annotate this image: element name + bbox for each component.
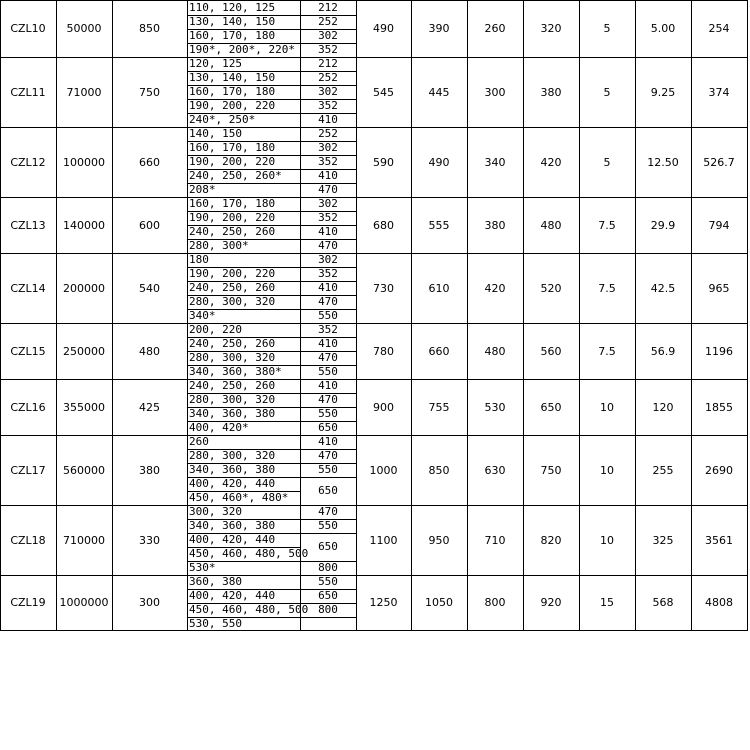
shaft-diameter-entry: 240*, 250* xyxy=(189,113,256,126)
shaft-length-entry: 410 xyxy=(318,225,338,238)
cell-c5: 10 xyxy=(600,533,614,547)
shaft-diameter-entry: 240, 250, 260 xyxy=(189,337,276,350)
shaft-diameter-entry: 450, 460*, 480* xyxy=(189,491,289,504)
cell-c6: 255 xyxy=(652,463,674,477)
cell-c2: 660 xyxy=(428,344,450,358)
shaft-length-entry: 302 xyxy=(318,29,338,42)
shaft-length-entry: 650 xyxy=(318,589,338,602)
cell-c6: 9.25 xyxy=(650,85,676,99)
shaft-length-entry: 302 xyxy=(318,253,338,266)
shaft-diameter-entry: 360, 380 xyxy=(189,575,242,588)
cell-torque: 560000 xyxy=(63,463,105,477)
shaft-diameter-entry: 400, 420, 440 xyxy=(189,533,276,546)
cell-speed: 330 xyxy=(139,533,160,547)
cell-c3: 260 xyxy=(484,22,506,35)
shaft-diameter-entry: 340, 360, 380* xyxy=(189,365,282,378)
shaft-length-entry: 302 xyxy=(318,197,338,210)
cell-c1: 900 xyxy=(373,400,394,414)
cell-speed: 425 xyxy=(139,400,160,414)
shaft-length-entry: 650 xyxy=(318,484,338,497)
shaft-diameter-entry: 400, 420, 440 xyxy=(189,477,276,490)
cell-model: CZL12 xyxy=(10,155,46,169)
shaft-length-entry: 352 xyxy=(318,155,338,168)
cell-speed: 380 xyxy=(139,463,160,477)
cell-c7: 794 xyxy=(708,218,730,232)
shaft-length-entry: 410 xyxy=(318,281,338,294)
shaft-diameter-entry: 240, 250, 260 xyxy=(189,379,276,392)
cell-c5: 15 xyxy=(600,596,614,609)
cell-torque: 250000 xyxy=(63,344,105,358)
shaft-diameter-entry: 140, 150 xyxy=(189,127,242,140)
shaft-diameter-entry: 340, 360, 380 xyxy=(189,463,276,476)
cell-c3: 420 xyxy=(484,281,506,295)
cell-speed: 750 xyxy=(139,85,160,99)
shaft-length-entry: 470 xyxy=(318,239,338,252)
cell-model: CZL11 xyxy=(10,85,46,99)
cell-c5: 7.5 xyxy=(598,218,616,232)
shaft-diameter-entry: 160, 170, 180 xyxy=(189,197,276,210)
cell-c2: 555 xyxy=(428,218,450,232)
cell-c4: 560 xyxy=(540,344,562,358)
shaft-length-entry: 550 xyxy=(318,309,338,322)
shaft-diameter-entry: 530* xyxy=(189,561,216,574)
cell-c1: 730 xyxy=(373,281,394,295)
cell-torque: 140000 xyxy=(63,218,105,232)
cell-c2: 950 xyxy=(428,533,450,547)
shaft-length-entry: 470 xyxy=(318,449,338,462)
cell-c3: 800 xyxy=(484,596,506,609)
cell-c4: 520 xyxy=(540,281,562,295)
cell-c5: 10 xyxy=(600,400,614,414)
shaft-diameter-entry: 110, 120, 125 xyxy=(189,0,276,14)
cell-model: CZL19 xyxy=(10,596,46,609)
cell-c1: 680 xyxy=(373,218,394,232)
shaft-length-entry: 550 xyxy=(318,365,338,378)
shaft-diameter-entry: 180 xyxy=(189,253,209,266)
cell-torque: 1000000 xyxy=(59,596,109,609)
shaft-length-entry: 550 xyxy=(318,575,338,588)
cell-c4: 820 xyxy=(540,533,562,547)
cell-speed: 300 xyxy=(139,596,160,609)
cell-c3: 530 xyxy=(484,400,506,414)
shaft-diameter-entry: 340* xyxy=(189,309,216,322)
shaft-length-entry: 352 xyxy=(318,267,338,280)
cell-model: CZL18 xyxy=(10,533,46,547)
shaft-diameter-entry: 200, 220 xyxy=(189,323,242,336)
shaft-diameter-entry: 280, 300, 320 xyxy=(189,449,276,462)
cell-c3: 480 xyxy=(484,344,506,358)
cell-c7: 374 xyxy=(708,85,730,99)
shaft-diameter-entry: 190*, 200*, 220* xyxy=(189,43,295,56)
shaft-diameter-entry: 260 xyxy=(189,435,209,448)
grid-line-horizontal xyxy=(0,630,748,631)
shaft-diameter-entry: 190, 200, 220 xyxy=(189,211,276,224)
cell-c1: 490 xyxy=(373,22,394,35)
shaft-length-entry: 352 xyxy=(318,211,338,224)
shaft-diameter-entry: 130, 140, 150 xyxy=(189,15,276,28)
cell-c3: 340 xyxy=(484,155,506,169)
cell-c7: 965 xyxy=(708,281,730,295)
shaft-length-entry: 800 xyxy=(318,561,338,574)
grid-line-vertical xyxy=(187,0,188,631)
cell-c2: 1050 xyxy=(425,596,453,609)
cell-model: CZL14 xyxy=(10,281,46,295)
cell-c2: 850 xyxy=(428,463,450,477)
cell-c4: 650 xyxy=(540,400,562,414)
cell-torque: 100000 xyxy=(63,155,105,169)
cell-c1: 1250 xyxy=(369,596,398,609)
cell-model: CZL17 xyxy=(10,463,46,477)
shaft-length-entry: 470 xyxy=(318,183,338,196)
shaft-length-entry: 470 xyxy=(318,393,338,406)
shaft-diameter-entry: 280, 300* xyxy=(189,239,249,252)
shaft-diameter-entry: 208* xyxy=(189,183,216,196)
shaft-diameter-entry: 190, 200, 220 xyxy=(189,155,276,168)
cell-speed: 480 xyxy=(139,344,160,358)
cell-torque: 71000 xyxy=(66,85,102,99)
cell-c7: 254 xyxy=(708,22,730,35)
sub-divider xyxy=(300,617,356,618)
shaft-length-entry: 410 xyxy=(318,435,338,448)
shaft-diameter-entry: 280, 300, 320 xyxy=(189,393,276,406)
cell-model: CZL15 xyxy=(10,344,46,358)
shaft-length-entry: 410 xyxy=(318,113,338,126)
shaft-length-entry: 550 xyxy=(318,519,338,532)
cell-c6: 325 xyxy=(652,533,674,547)
cell-c4: 920 xyxy=(540,596,562,609)
cell-c2: 445 xyxy=(428,85,450,99)
shaft-diameter-entry: 240, 250, 260 xyxy=(189,281,276,294)
cell-c4: 420 xyxy=(540,155,562,169)
cell-c7: 3561 xyxy=(705,533,733,547)
shaft-length-entry: 352 xyxy=(318,99,338,112)
cell-c1: 590 xyxy=(373,155,394,169)
cell-c6: 56.9 xyxy=(650,344,676,358)
shaft-length-entry: 212 xyxy=(318,0,338,14)
cell-c5: 5 xyxy=(603,155,611,169)
cell-c7: 1196 xyxy=(705,344,733,358)
shaft-length-entry: 470 xyxy=(318,295,338,308)
cell-c7: 526.7 xyxy=(703,155,735,169)
cell-c5: 5 xyxy=(603,22,611,35)
cell-c7: 4808 xyxy=(705,596,733,609)
shaft-diameter-entry: 400, 420, 440 xyxy=(189,589,276,602)
shaft-length-entry: 252 xyxy=(318,71,338,84)
shaft-length-entry: 410 xyxy=(318,337,338,350)
shaft-diameter-entry: 190, 200, 220 xyxy=(189,267,276,280)
cell-model: CZL10 xyxy=(10,22,46,35)
cell-c6: 42.5 xyxy=(650,281,676,295)
shaft-length-entry: 212 xyxy=(318,57,338,70)
cell-torque: 200000 xyxy=(63,281,105,295)
shaft-length-entry: 550 xyxy=(318,463,338,476)
cell-c4: 380 xyxy=(540,85,562,99)
cell-c2: 390 xyxy=(428,22,450,35)
cell-model: CZL13 xyxy=(10,218,46,232)
shaft-length-entry: 650 xyxy=(318,540,338,553)
cell-torque: 710000 xyxy=(63,533,105,547)
shaft-length-entry: 410 xyxy=(318,169,338,182)
shaft-length-entry: 470 xyxy=(318,505,338,518)
cell-c7: 2690 xyxy=(705,463,733,477)
shaft-diameter-entry: 160, 170, 180 xyxy=(189,85,276,98)
shaft-diameter-entry: 190, 200, 220 xyxy=(189,99,276,112)
shaft-length-entry: 550 xyxy=(318,407,338,420)
cell-c5: 7.5 xyxy=(598,344,616,358)
shaft-diameter-entry: 400, 420* xyxy=(189,421,249,434)
shaft-length-entry: 302 xyxy=(318,141,338,154)
cell-c1: 545 xyxy=(373,85,394,99)
cell-torque: 50000 xyxy=(66,22,102,35)
shaft-diameter-entry: 340, 360, 380 xyxy=(189,519,276,532)
shaft-diameter-entry: 280, 300, 320 xyxy=(189,295,276,308)
cell-model: CZL16 xyxy=(10,400,46,414)
cell-c6: 5.00 xyxy=(650,22,676,35)
cell-c3: 710 xyxy=(484,533,506,547)
shaft-diameter-entry: 160, 170, 180 xyxy=(189,29,276,42)
cell-c6: 29.9 xyxy=(650,218,676,232)
cell-torque: 355000 xyxy=(63,400,105,414)
cell-c3: 380 xyxy=(484,218,506,232)
cell-c2: 490 xyxy=(428,155,450,169)
shaft-diameter-entry: 530, 550 xyxy=(189,616,242,630)
cell-c2: 755 xyxy=(428,400,450,414)
shaft-length-entry: 650 xyxy=(318,421,338,434)
cell-c3: 630 xyxy=(484,463,506,477)
shaft-length-entry: 352 xyxy=(318,43,338,56)
cell-c1: 780 xyxy=(373,344,394,358)
cell-c6: 12.50 xyxy=(647,155,679,169)
shaft-diameter-entry: 160, 170, 180 xyxy=(189,141,276,154)
shaft-diameter-entry: 120, 125 xyxy=(189,57,242,70)
cell-c6: 120 xyxy=(652,400,674,414)
shaft-diameter-entry: 450, 460, 480, 500 xyxy=(189,547,309,560)
cell-c5: 7.5 xyxy=(598,281,616,295)
sub-divider xyxy=(300,533,356,534)
cell-c4: 320 xyxy=(540,22,562,35)
shaft-diameter-entry: 280, 300, 320 xyxy=(189,351,276,364)
shaft-diameter-entry: 300, 320 xyxy=(189,505,242,518)
shaft-length-entry: 470 xyxy=(318,351,338,364)
cell-speed: 600 xyxy=(139,218,160,232)
cell-c2: 610 xyxy=(428,281,450,295)
shaft-length-entry: 352 xyxy=(318,323,338,336)
cell-c3: 300 xyxy=(484,85,506,99)
shaft-diameter-entry: 240, 250, 260 xyxy=(189,225,276,238)
cell-c1: 1000 xyxy=(369,463,398,477)
cell-speed: 660 xyxy=(139,155,160,169)
cell-c4: 750 xyxy=(540,463,562,477)
cell-c7: 1855 xyxy=(705,400,733,414)
cell-c5: 10 xyxy=(600,463,614,477)
cell-c6: 568 xyxy=(652,596,674,609)
sub-divider xyxy=(300,477,356,478)
cell-speed: 540 xyxy=(139,281,160,295)
shaft-diameter-entry: 240, 250, 260* xyxy=(189,169,282,182)
cell-c4: 480 xyxy=(540,218,562,232)
shaft-length-entry: 302 xyxy=(318,85,338,98)
shaft-length-entry: 252 xyxy=(318,127,338,140)
shaft-diameter-entry: 130, 140, 150 xyxy=(189,71,276,84)
shaft-length-entry: 252 xyxy=(318,15,338,28)
shaft-diameter-entry: 340, 360, 380 xyxy=(189,407,276,420)
grid-line-vertical xyxy=(747,0,748,631)
shaft-length-entry: 800 xyxy=(318,603,338,616)
shaft-length-entry: 410 xyxy=(318,379,338,392)
cell-c5: 5 xyxy=(603,85,611,99)
cell-speed: 850 xyxy=(139,22,160,35)
shaft-diameter-entry: 450, 460, 480, 500 xyxy=(189,603,309,616)
cell-c1: 1100 xyxy=(369,533,398,547)
